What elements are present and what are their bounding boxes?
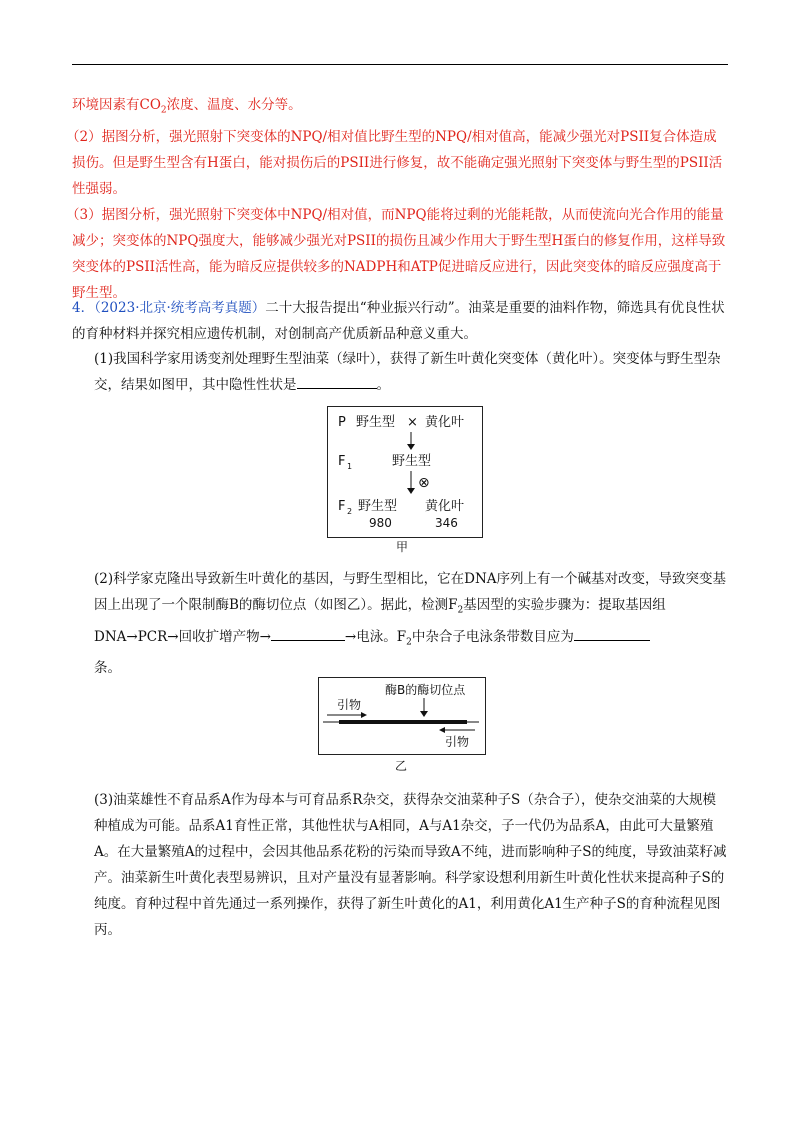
p-label: P xyxy=(338,415,346,430)
answer-blank-1[interactable] xyxy=(297,374,377,389)
answer-block xyxy=(66,92,728,306)
count-wild: 980 xyxy=(369,516,392,530)
enzyme-site-label: 酶B的酶切位点 xyxy=(385,683,466,697)
figure-jia-diagram xyxy=(328,407,482,537)
header-rule xyxy=(72,64,728,65)
count-yellow: 346 xyxy=(435,516,458,530)
figure-jia-caption: 甲 xyxy=(395,540,408,554)
self-cross-symbol: ⊗ xyxy=(418,475,430,491)
answer-para-3: （3）据图分析，强光照射下突变体中NPQ/相对值，而NPQ能将过剩的光能耗散，从而使流向光合作用的能量减少；突变体的NPQ强度大，能够减少强光对PSII的损伤且减少作用大于野生型H蛋白的修复作用，这样导致突变体的PSII活性高，能为暗反应提供较多的NADPH和ATP促进暗反应进行，因此突变体的暗反应强度高于野生型。 xyxy=(66,206,726,301)
f2-sub: 2 xyxy=(347,507,353,516)
dna-segment xyxy=(339,720,467,724)
cross-symbol: × xyxy=(407,415,418,430)
primer-right-label: 引物 xyxy=(445,735,470,749)
answer-blank-3[interactable] xyxy=(574,626,650,641)
question-stem-text: 二十大报告提出“种业振兴行动”。油菜是重要的油料作物，筛选具有优良性状的育种材料并探究相应遗传机制，对创制高产优质新品种意义重大。 xyxy=(72,300,725,342)
p-wild: 野生型 xyxy=(356,415,396,430)
figure-jia xyxy=(327,406,483,538)
figure-yi-caption: 乙 xyxy=(394,759,407,773)
p-yellow: 黄化叶 xyxy=(425,415,465,430)
sub-question-1: (1)我国科学家用诱变剂处理野生型油菜（绿叶），获得了新生叶黄化突变体（黄化叶）。突变体与野生型杂交，结果如图甲，其中隐性性状是 。 xyxy=(94,351,721,393)
answer-line-1: 环境因素有$CO_2$浓度、温度、水分等。 xyxy=(72,97,302,116)
question-number: 4． xyxy=(72,300,95,316)
answer-para-2: （2）据图分析，强光照射下突变体的NPQ/相对值比野生型的NPQ/相对值高，能减少强光对PSII复合体造成损伤。但是野生型含有H蛋白，能对损伤后的PSII进行修复，故不能确定强光照射下突变体与野生型的PSII活性强弱。 xyxy=(66,128,723,197)
f1-wild: 野生型 xyxy=(392,454,432,469)
sub-question-2: (2)科学家克隆出导致新生叶黄化的基因，与野生型相比，它在DNA序列上有一个碱基对改变，导致突变基因上出现了一个限制酶B的酶切位点（如图乙）。据此，检测$F_2$基因型的实验步骤为：提取基因组DNA→PCR→回收扩增产物→ →电泳。$F_2$中杂合子电泳条带数目应为 条。 xyxy=(94,571,727,677)
question-stem xyxy=(72,295,728,347)
figure-yi-diagram xyxy=(319,678,485,754)
answer-blank-2[interactable] xyxy=(271,626,345,641)
f1-label: F xyxy=(338,454,346,469)
f2-yellow: 黄化叶 xyxy=(425,499,465,514)
question-source: （2023·北京·统考高考真题） xyxy=(94,300,266,316)
sub-question-3: (3)油菜雄性不育品系A作为母本与可育品系R杂交，获得杂交油菜种子S（杂合子），使杂交油菜的大规模种植成为可能。品系A1育性正常，其他性状与A相同，A与A1杂交，子一代仍为品系A，由此可大量繁殖A。在大量繁殖A的过程中，会因其他品系花粉的污染而导致A不纯，进而影响种子S的纯度，导致油菜籽减产。油菜新生叶黄化表型易辨识，且对产量没有显著影响。科学家设想利用新生叶黄化性状来提高种子S的纯度。育种过程中首先通过一系列操作，获得了新生叶黄化的A1，利用黄化A1生产种子S的育种流程见图丙。 xyxy=(94,792,727,938)
f2-label: F xyxy=(338,499,346,514)
figure-yi xyxy=(318,677,486,755)
f2-wild: 野生型 xyxy=(358,499,398,514)
primer-left-label: 引物 xyxy=(337,698,362,712)
f1-sub: 1 xyxy=(347,462,353,471)
